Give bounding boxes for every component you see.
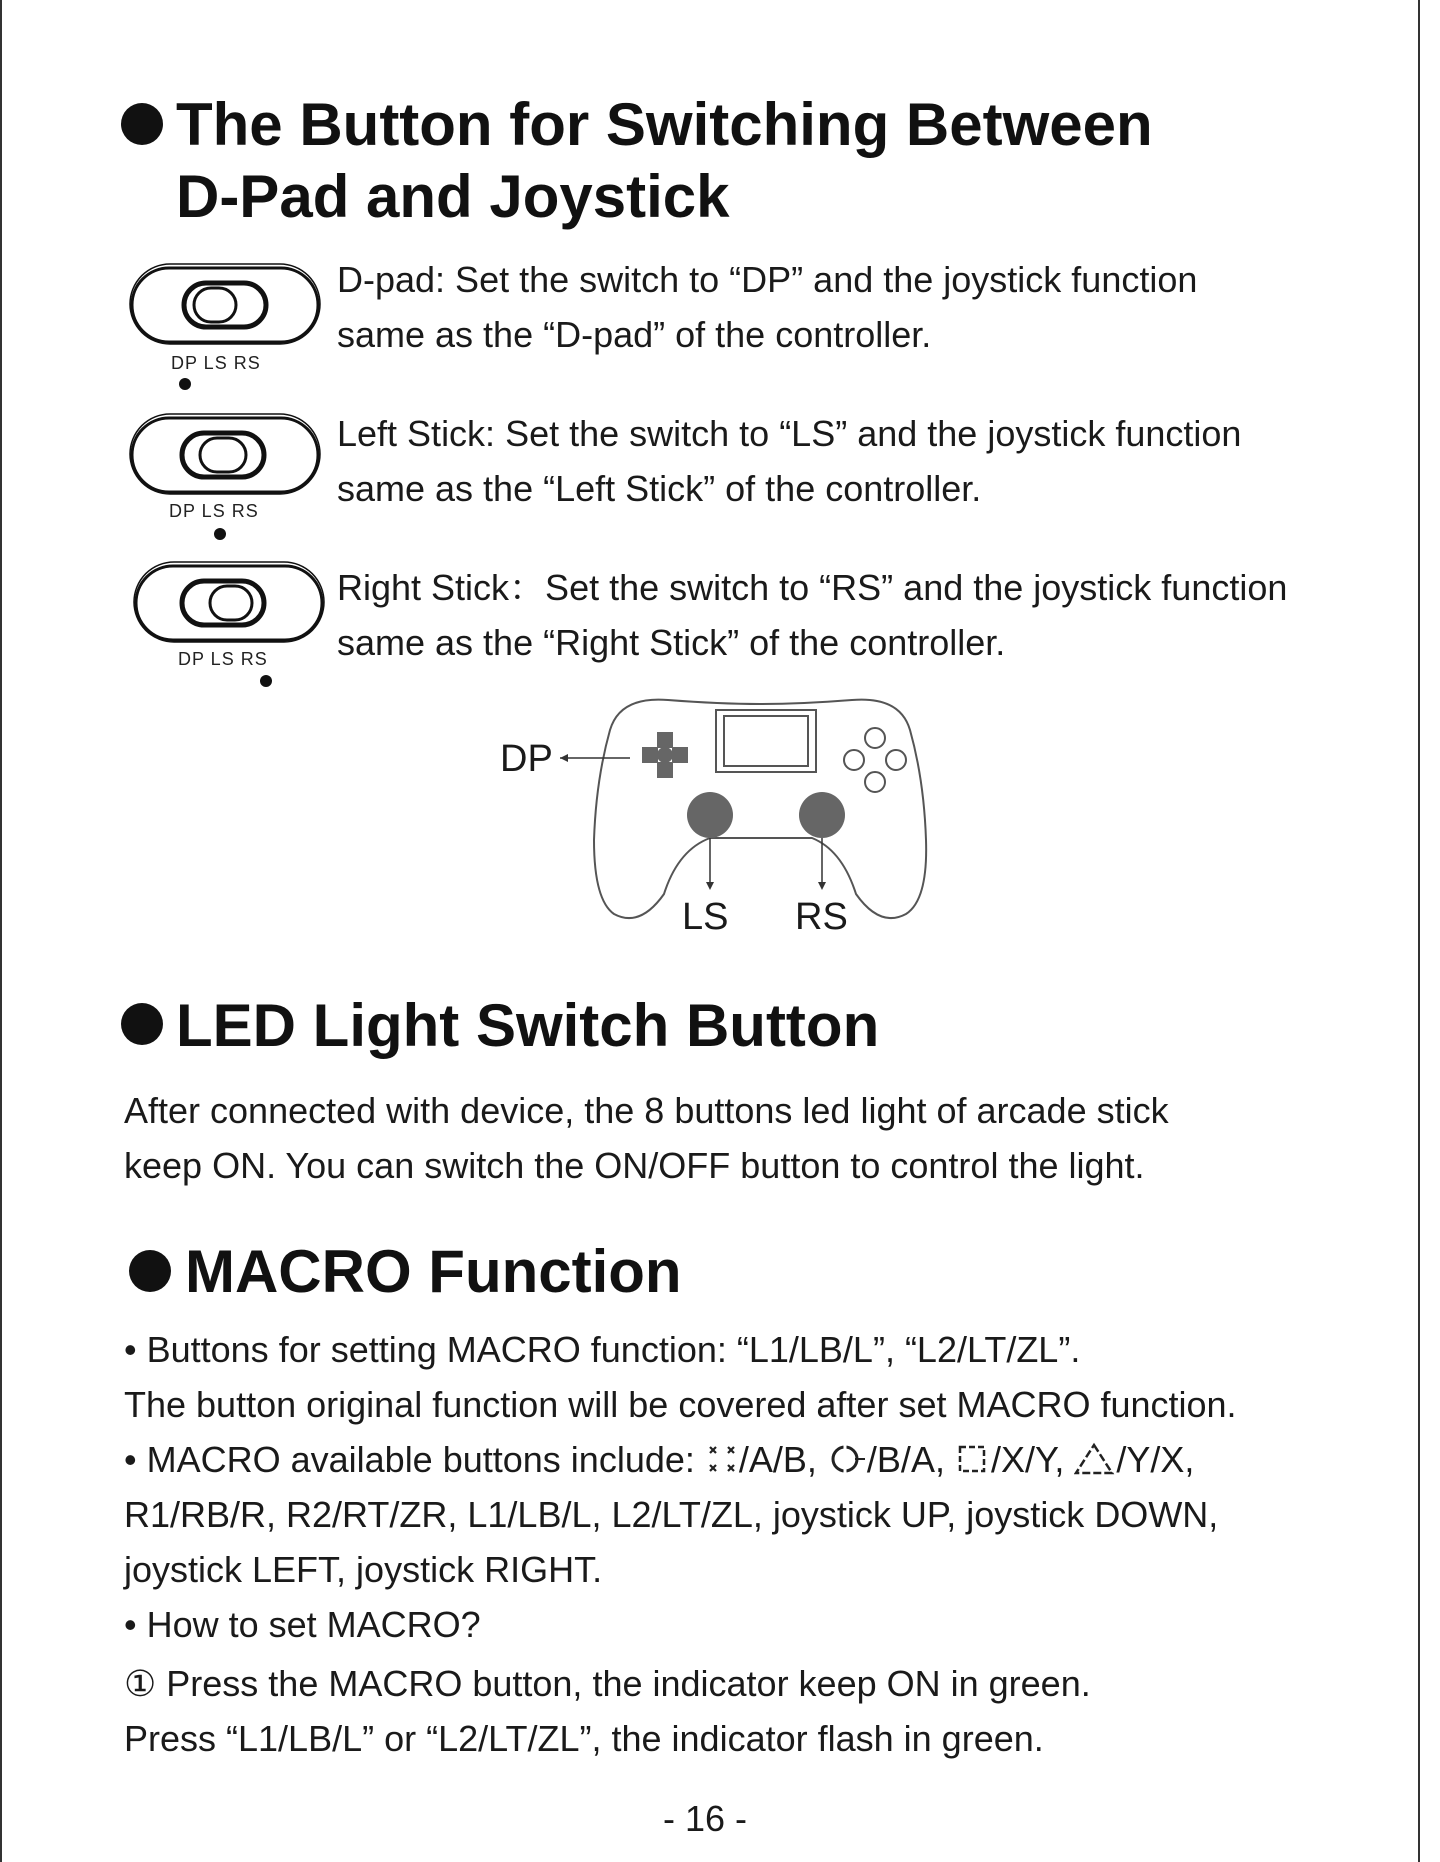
text-line: keep ON. You can switch the ON/OFF button to control the light. [124, 1145, 1145, 1186]
heading-bullet [121, 103, 163, 145]
text-span: /B/A, [866, 1439, 955, 1480]
rs-callout-label: RS [795, 896, 848, 938]
ls-callout-label: LS [682, 896, 729, 938]
position-dot-rs [260, 675, 272, 687]
text-line: The button original function will be covered after set MACRO function. [124, 1384, 1237, 1425]
text-line: R1/RB/R, R2/RT/ZR, L1/LB/L, L2/LT/ZL, joystick UP, joystick DOWN, [124, 1494, 1219, 1535]
slide-switch-ls-icon [128, 412, 324, 498]
text-span: • MACRO available buttons include: [124, 1439, 705, 1480]
text-line: joystick LEFT, joystick RIGHT. [124, 1549, 603, 1590]
text-line: • Buttons for setting MACRO function: “L1/LB/L”, “L2/LT/ZL”. [124, 1329, 1081, 1370]
page-border-right [1418, 0, 1420, 1862]
text-line: • How to set MACRO? [124, 1604, 481, 1645]
text-line: same as the “D-pad” of the controller. [337, 314, 932, 355]
section-heading-led: LED Light Switch Button [176, 992, 880, 1059]
position-dot-ls [214, 528, 226, 540]
heading-bullet [121, 1003, 163, 1045]
text-line: ① Press the MACRO button, the indicator keep ON in green. [124, 1663, 1091, 1704]
heading-bullet [129, 1250, 171, 1292]
dpad-description [337, 252, 1197, 362]
switch-positions-label: DP LS RS [171, 353, 261, 373]
position-dot-dp [179, 378, 191, 390]
text-line: After connected with device, the 8 buttons led light of arcade stick [124, 1090, 1169, 1131]
section-heading-macro: MACRO Function [185, 1238, 682, 1305]
left-stick-description [337, 406, 1241, 516]
slide-switch-rs-icon [132, 560, 328, 646]
gamepad-diagram-icon [560, 690, 950, 930]
heading-line: D-Pad and Joystick [176, 163, 730, 230]
section-heading-switch [176, 89, 1153, 233]
page-number: - 16 - [663, 1798, 748, 1839]
text-line: same as the “Right Stick” of the controller. [337, 622, 1006, 663]
dp-callout-label: DP [500, 738, 553, 780]
text-span: /Y/X, [1116, 1439, 1195, 1480]
square-button-icon [955, 1442, 991, 1476]
switch-positions-label: DP LS RS [169, 501, 259, 521]
triangle-button-icon [1074, 1442, 1116, 1476]
right-stick-description [337, 560, 1287, 670]
macro-description [124, 1322, 1237, 1766]
text-span: /X/Y, [990, 1439, 1075, 1480]
circle-button-icon [827, 1442, 867, 1476]
text-line: Press “L1/LB/L” or “L2/LT/ZL”, the indicator flash in green. [124, 1718, 1044, 1759]
text-span: /A/B, [738, 1439, 827, 1480]
led-description [124, 1083, 1169, 1193]
slide-switch-dp-icon [128, 262, 324, 348]
switch-positions-label: DP LS RS [178, 649, 268, 669]
text-line: D-pad: Set the switch to “DP” and the joystick function [337, 259, 1198, 300]
text-line: Left Stick: Set the switch to “LS” and the joystick function [337, 413, 1242, 454]
text-line: same as the “Left Stick” of the controller. [337, 468, 982, 509]
heading-line: The Button for Switching Between [176, 91, 1153, 158]
text-line: Right Stick：Set the switch to “RS” and the joystick function [337, 567, 1288, 608]
page-border-left [0, 0, 2, 1862]
macro-buttons-line [124, 1432, 1237, 1487]
cross-button-icon [705, 1442, 739, 1476]
